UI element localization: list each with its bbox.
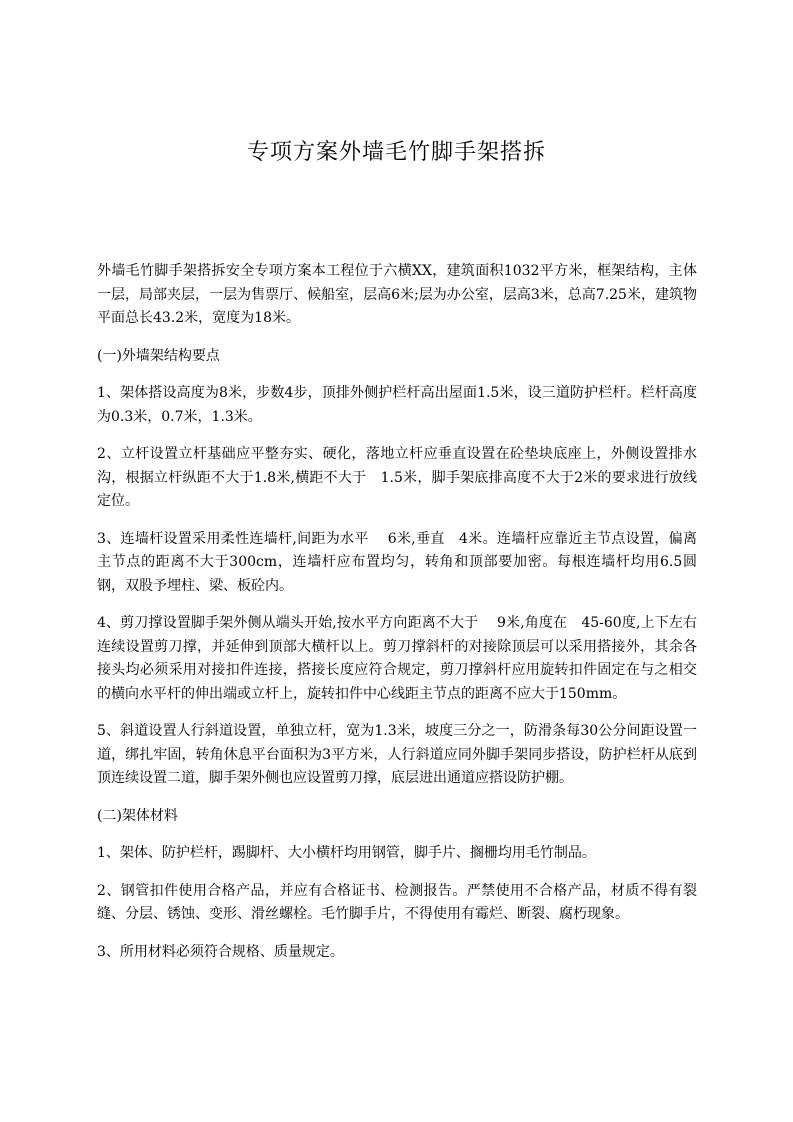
paragraph-upright-poles: 2、立杆设置立杆基础应平整夯实、硬化，落地立杆应垂直设置在砼垫块底座上，外侧设置排水沟，根据立杆纵距不大于1.8米,横距不大于 1.5米，脚手架底排高度不大于2米的要求进行放线定位。 <box>97 446 697 509</box>
section-heading-structure: (一)外墙架结构要点 <box>97 347 220 364</box>
paragraph-ramp: 5、斜道设置人行斜道设置，单独立杆，宽为1.3米，坡度三分之一，防滑条每30公分间距设置一道，绑扎牢固，转角休息平台面积为3平方米，人行斜道应同外脚手架同步搭设，防护栏杆从底到顶连续设置二道，脚手架外侧也应设置剪刀撑，底层进出通道应搭设防护棚。 <box>97 723 697 786</box>
document-title: 专项方案外墙毛竹脚手架搭拆 <box>246 140 546 165</box>
paragraph-height: 1、架体搭设高度为8米，步数4步，顶排外侧护栏杆高出屋面1.5米，设三道防护栏杆。栏杆高度为0.3米，0.7米，1.3米。 <box>97 385 697 425</box>
paragraph-material-3: 3、所用材料必须符合规格、质量规定。 <box>97 943 344 960</box>
paragraph-intro: 外墙毛竹脚手架搭拆安全专项方案本工程位于六横XX，建筑面积1032平方米，框架结构，主体一层，局部夹层，一层为售票厅、候船室，层高6米;层为办公室，层高3米，总高7.25米，建筑物平面总长43.2米，宽度为18米。 <box>97 263 697 326</box>
document-body <box>97 260 697 978</box>
paragraph-wall-ties: 3、连墙杆设置采用柔性连墙杆,间距为水平 6米,垂直 4米。连墙杆应靠近主节点设置，偏离主节点的距离不大于300cm，连墙杆应布置均匀，转角和顶部要加密。每根连墙杆均用6.5圆钢，双股予埋柱、梁、板砼内。 <box>97 530 697 594</box>
paragraph-material-2: 2、钢管扣件使用合格产品，并应有合格证书、检测报告。严禁使用不合格产品，材质不得有裂缝、分层、锈蚀、变形、滑丝螺栓。毛竹脚手片，不得使用有霉烂、断裂、腐朽现象。 <box>97 882 697 922</box>
paragraph-cross-bracing: 4、剪刀撑设置脚手架外侧从端头开始,按水平方向距离不大于 9米,角度在 45-60度,上下左右连续设置剪刀撑，并延伸到顶部大横杆以上。剪刀撑斜杆的对接除顶层可以采用搭接外，其余各接头均必须采用对接扣件连接，搭接长度应符合规定，剪刀撑斜杆应用旋转扣件固定在与之相交的横向水平杆的伸出端或立杆上，旋转扣件中心线距主节点的距离不应大于150mm。 <box>97 615 697 702</box>
section-heading-materials: (二)架体材料 <box>97 807 178 824</box>
paragraph-material-1: 1、架体、防护栏杆，踢脚杆、大小横杆均用钢管，脚手片、搁栅均用毛竹制品。 <box>97 845 596 861</box>
